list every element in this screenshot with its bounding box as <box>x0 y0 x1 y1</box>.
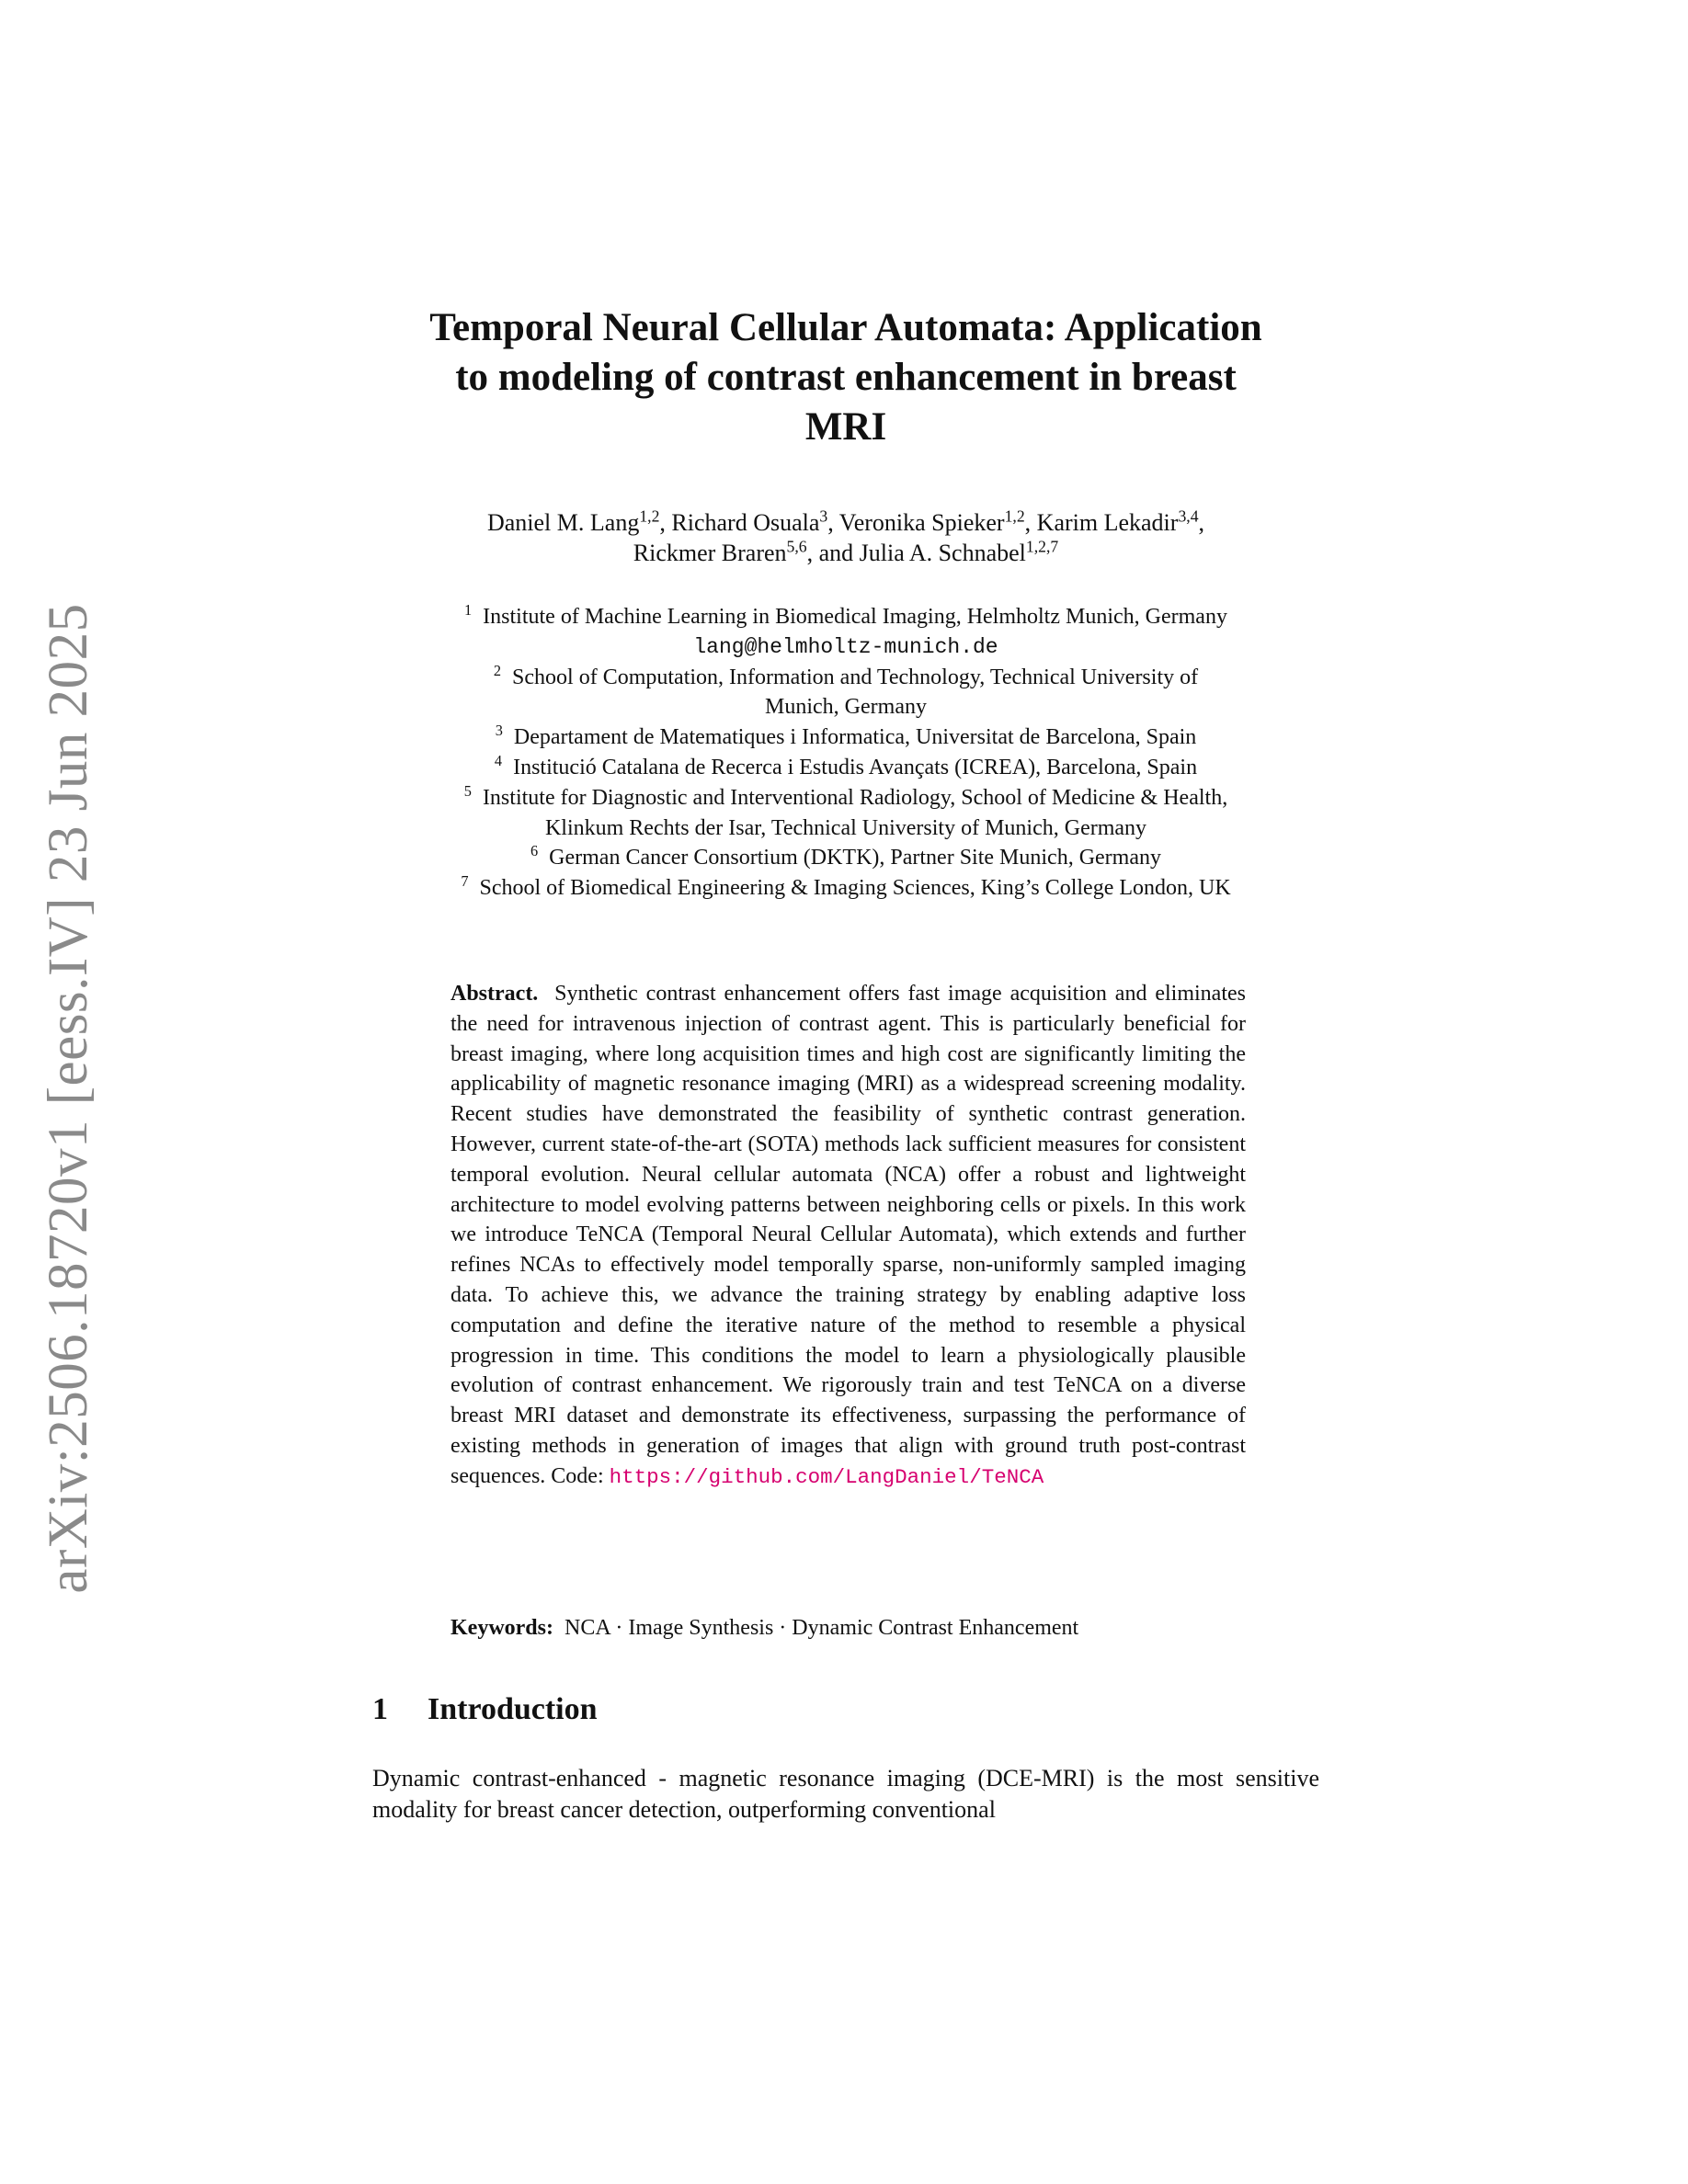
affiliation-number: 1 <box>464 601 473 620</box>
arxiv-sidebar <box>37 597 101 1599</box>
affiliation-text: Institute for Diagnostic and Interventional Radiology, School of Medicine & Health, <box>482 785 1228 810</box>
affiliation-number: 3 <box>495 722 503 740</box>
body-paragraph: Dynamic contrast-enhanced - magnetic resonance imaging (DCE-MRI) is the most sensitive modality for breast cancer detection, outperforming conventional <box>372 1765 1319 1823</box>
author-affiliation-mark: 1,2 <box>1004 506 1025 526</box>
affiliation-list <box>372 602 1319 904</box>
title-line-1: Temporal Neural Cellular Automata: Application <box>429 306 1262 349</box>
paper-title <box>372 303 1319 452</box>
keywords <box>451 1613 1246 1643</box>
affiliation-1 <box>372 602 1319 632</box>
author-affiliation-mark: 3 <box>819 506 828 526</box>
affiliation-text: School of Biomedical Engineering & Imaging Sciences, King’s College London, UK <box>479 876 1231 901</box>
affiliation-number: 5 <box>463 781 472 800</box>
author-affiliation-mark: 3,4 <box>1178 506 1199 526</box>
affiliation-number: 4 <box>494 752 503 770</box>
affiliation-2-cont: Munich, Germany <box>765 695 927 720</box>
affiliation-number: 7 <box>461 872 469 891</box>
section-number: 1 <box>372 1692 388 1726</box>
author-name: Rickmer Braren <box>633 540 787 566</box>
section-title: Introduction <box>428 1692 598 1726</box>
affiliation-2 <box>372 663 1319 693</box>
affiliation-6 <box>372 843 1319 873</box>
affiliation-number: 2 <box>493 661 502 679</box>
affiliation-text: Institució Catalana de Recerca i Estudis Avançats (ICREA), Barcelona, Spain <box>513 755 1198 779</box>
affiliation-3 <box>372 722 1319 753</box>
author-name: , Veronika Spieker <box>827 509 1005 536</box>
author-name: , Karim Lekadir <box>1024 509 1179 536</box>
title-line-2: to modeling of contrast enhancement in breast <box>455 356 1237 399</box>
affiliation-text: German Cancer Consortium (DKTK), Partner Site Munich, Germany <box>549 846 1161 870</box>
keywords-label: Keywords: <box>451 1616 553 1640</box>
abstract-label: Abstract. <box>451 982 539 1006</box>
author-affiliation-mark: 5,6 <box>786 537 807 556</box>
author-separator: , <box>1198 509 1205 536</box>
contact-email[interactable]: lang@helmholtz-munich.de <box>693 634 998 659</box>
author-name: , and Julia A. Schnabel <box>806 540 1026 566</box>
title-line-3: MRI <box>804 405 887 449</box>
affiliation-5-cont: Klinkum Rechts der Isar, Technical University of Munich, Germany <box>544 815 1147 840</box>
affiliation-text: Institute of Machine Learning in Biomedical Imaging, Helmholtz Munich, Germany <box>483 605 1227 629</box>
author-name: Daniel M. Lang <box>486 509 640 536</box>
code-link[interactable]: https://github.com/LangDaniel/TeNCA <box>609 1464 1044 1489</box>
abstract <box>451 979 1246 1493</box>
affiliation-text: School of Computation, Information and Technology, Technical University of <box>512 665 1199 689</box>
affiliation-4 <box>372 753 1319 783</box>
keywords-text: NCA · Image Synthesis · Dynamic Contrast Enhancement <box>564 1616 1079 1640</box>
affiliation-7 <box>372 873 1319 904</box>
affiliation-5 <box>372 783 1319 813</box>
author-affiliation-mark: 1,2,7 <box>1025 537 1059 556</box>
author-list <box>372 507 1319 568</box>
affiliation-text: Departament de Matematiques i Informatica, Universitat de Barcelona, Spain <box>513 725 1197 750</box>
author-name: , Richard Osuala <box>659 509 820 536</box>
arxiv-identifier: arXiv:2506.18720v1 [eess.IV] 23 Jun 2025 <box>38 603 99 1594</box>
abstract-text: Synthetic contrast enhancement offers fast image acquisition and eliminates the need for intravenous injection of contrast agent. This is particularly beneficial for breast imaging, where long acquisition times and high cost are significantly limiting the applicability of magnetic resonance imaging (MRI) as a widespread screening modality. Recent studies have demonstrated the feasibility of synthetic contrast generation. However, current state-of-the-art (SOTA) methods lack sufficient measures for consistent temporal evolution. Neural cellular automata (NCA) offer a robust and lightweight architecture to model evolving patterns between neighboring cells or pixels. In this work we introduce TeNCA (Temporal Neural Cellular Automata), which extends and further refines NCAs to effectively model temporally sparse, non-uniformly sampled imaging data. To achieve this, we advance the training strategy by enabling adaptive loss computation and define the iterative nature of the method to resemble a physical progression in time. This conditions the model to learn a physiologically plausible evolution of contrast enhancement. We rigorously train and test TeNCA on a diverse breast MRI dataset and demonstrate its effectiveness, surpassing the performance of existing methods in generation of images that align with ground truth post-contrast sequences. Code: <box>451 982 1246 1488</box>
affiliation-number: 6 <box>530 842 539 860</box>
section-heading <box>372 1691 1319 1728</box>
author-affiliation-mark: 1,2 <box>639 506 660 526</box>
